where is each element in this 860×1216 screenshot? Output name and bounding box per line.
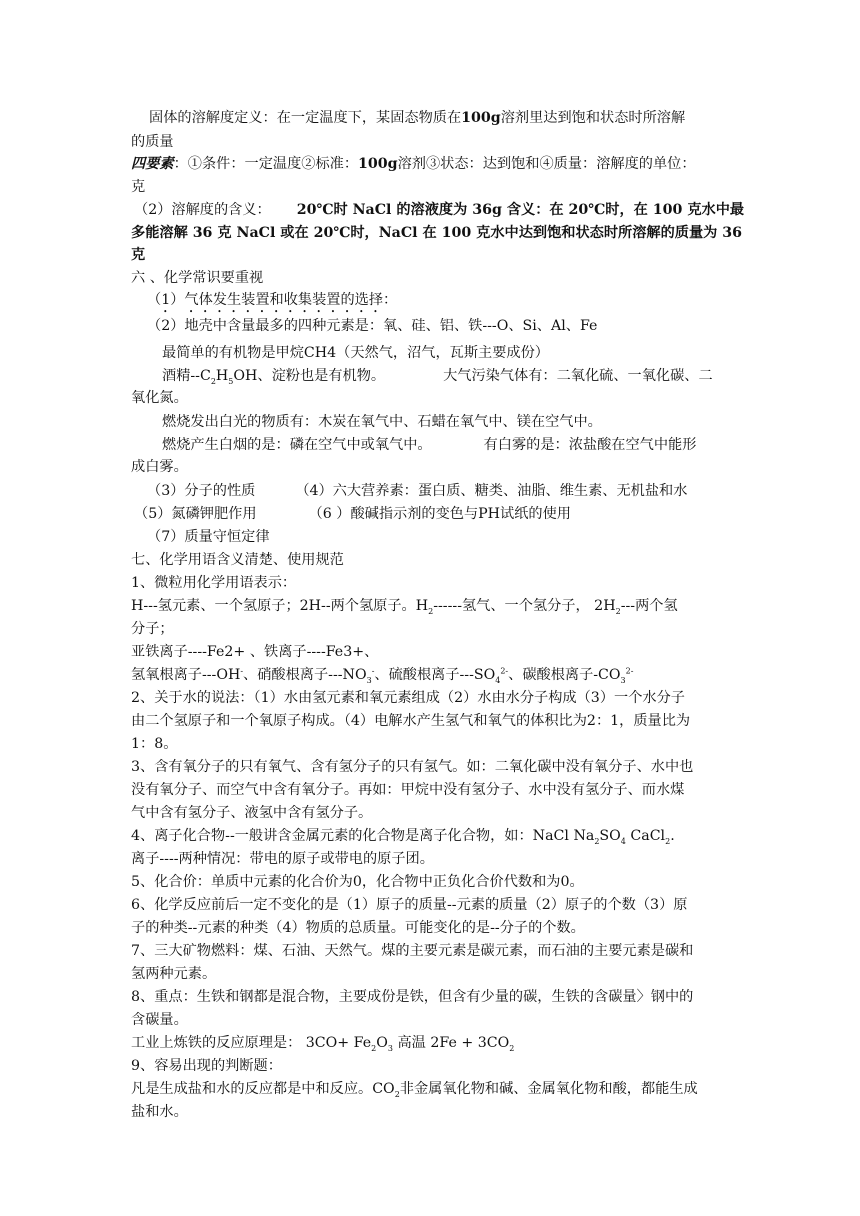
- text-line: 酒精$--C_2H_5OH$、淀粉也是有机物。 大气污染气体有：二氧化硫、一氧化碳、二: [162, 368, 713, 386]
- text-line: 氢两种元素。: [131, 966, 217, 982]
- text-line: （1）气体发生装置和收集装置的选择：: [147, 292, 398, 308]
- text-line: （7）质量守恒定律: [147, 529, 270, 545]
- text-line: 亚铁离子----Fe2+ 、铁离子----Fe3+、: [131, 644, 379, 660]
- text-line: （5）氮磷钾肥作用 （6 ）酸碱指示剂的变色与PH试纸的使用: [134, 506, 571, 522]
- text-line: 2、关于水的说法：（1）水由氢元素和氧元素组成（2）水由水分子构成（3）一个水分子: [131, 690, 685, 706]
- four-elements-line: 四要素：①条件：一定温度②标准：100g溶剂③状态：达到饱和④质量：溶解度的单位：: [131, 156, 696, 172]
- text-line: 含碳量。: [131, 1012, 188, 1028]
- text-line: 克: [131, 179, 146, 195]
- text-line: 9、容易出现的判断题：: [131, 1058, 282, 1074]
- text-line: 工业上炼铁的反应原理是： $3CO+ Fe_2O_3$ 高温 $2Fe + 3CO_2$: [131, 1035, 515, 1053]
- text-line: 1：8。: [131, 736, 178, 752]
- text-line: 5、化合价：单质中元素的化合价为0，化合物中正负化合价代数和为0。: [131, 874, 584, 890]
- text-line: 子的种类--元素的种类（4）物质的总质量。可能变化的是--分子的个数。: [131, 920, 585, 936]
- text-line: 4、离子化合物--一般讲含金属元素的化合物是离子化合物，如：NaCl $Na_2SO_4$ CaCl$_2$.: [131, 828, 675, 846]
- text-line: （2）地壳中含量最多的四种元素是：氧、硅、铝、铁---O、Si、Al、Fe: [147, 318, 598, 334]
- text-line: 没有氧分子、而空气中含有氧分子。再如：甲烷中没有氢分子、水中没有氢分子、而水煤: [131, 782, 685, 798]
- text-line: 8、重点：生铁和钢都是混合物，主要成份是铁，但含有少量的碳，生铁的含碳量〉钢中的: [131, 989, 694, 1005]
- text-line: H---氢元素、一个氢原子；2H--两个氢原子。$H_2------$氢气、一个氢分子， $2H_2---$两个氢: [131, 598, 678, 616]
- text-line: 的质量: [131, 134, 174, 150]
- text-line: 克: [131, 247, 146, 263]
- text-line: 最简单的有机物是甲烷CH4（天然气，沼气，瓦斯主要成份）: [162, 345, 549, 361]
- section-heading-6: 六 、化学常识要重视: [131, 270, 264, 286]
- text-line: 6、化学反应前后一定不变化的是（1）原子的质量--元素的质量（2）原子的个数（3）原: [131, 897, 688, 913]
- text-line: 盐和水。: [131, 1104, 188, 1120]
- ions-line: 氢氧根离子---OH-、硝酸根离子$---NO_3^-$、硫酸根离子$---SO_4^{2-}$、碳酸根离子$-CO_3^{2-}$: [131, 666, 634, 685]
- text-line: 燃烧发出白光的物质有：木炭在氧气中、石蜡在氧气中、镁在空气中。: [162, 414, 602, 430]
- solubility-meaning-line: （2）溶解度的含义： 20℃时 NaCl 的溶液度为 36g 含义：在 20℃时，在 100 克水中最: [134, 202, 745, 218]
- text-line: 分子；: [131, 621, 174, 637]
- section-heading-7: 七、化学用语含义清楚、使用规范: [131, 552, 344, 568]
- text-line: 成白雾。: [131, 459, 188, 475]
- text-line: 1、微粒用化学用语表示：: [131, 575, 297, 591]
- text-line: 气中含有氢分子、液氢中含有氢分子。: [131, 805, 373, 821]
- text-line: 离子----两种情况：带电的原子或带电的原子团。: [131, 851, 434, 867]
- text-line: （3）分子的性质 （4）六大营养素：蛋白质、糖类、油脂、维生素、无机盐和水: [147, 483, 688, 499]
- text-line: 3、含有氧分子的只有氧气、含有氢分子的只有氢气。如：二氧化碳中没有氧分子、水中也: [131, 759, 694, 775]
- text-line: 燃烧产生白烟的是：磷在空气中或氧气中。 有白雾的是：浓盐酸在空气中能形: [162, 437, 697, 453]
- text-line: 7、三大矿物燃料：煤、石油、天然气。煤的主要元素是碳元素，而石油的主要元素是碳和: [131, 943, 694, 959]
- text-line: 凡是生成盐和水的反应都是中和反应。$CO_2$非金属氧化物和碱、金属氧化物和酸，都能生成: [131, 1081, 698, 1099]
- text-line: 由二个氢原子和一个氧原子构成。（4）电解水产生氢气和氧气的体积比为2：1，质量比为: [131, 713, 691, 729]
- text-line: 氧化氮。: [131, 390, 188, 406]
- solubility-definition-line: 固体的溶解度定义：在一定温度下，某固态物质在100g溶剂里达到饱和状态时所溶解: [149, 110, 686, 126]
- text-line: 多能溶解 36 克 NaCl 或在 20℃时，NaCl 在 100 克水中达到饱和状态时所溶解的质量为 36: [131, 225, 743, 241]
